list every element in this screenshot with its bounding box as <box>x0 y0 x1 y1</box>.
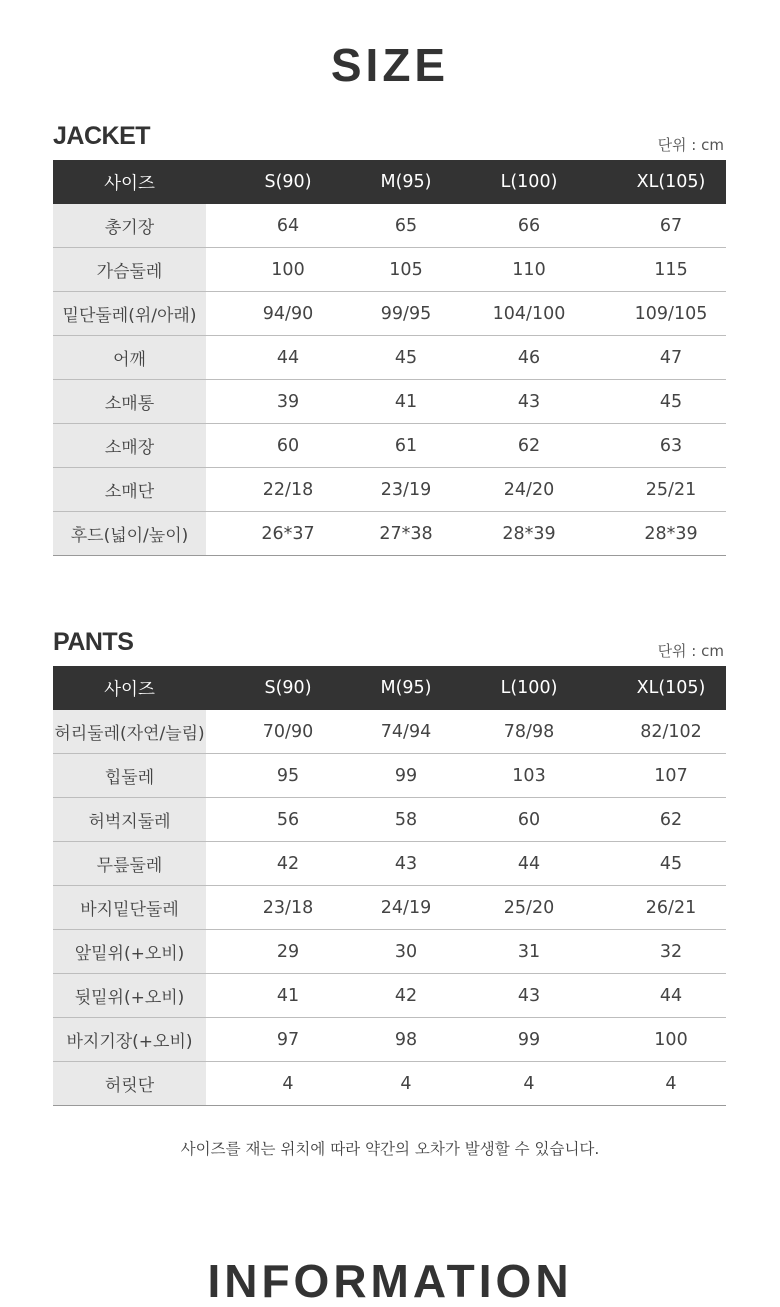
cell-value: 70/90 <box>206 710 370 754</box>
cell-value: 61 <box>370 424 442 468</box>
cell-value: 4 <box>206 1062 370 1106</box>
table-row <box>53 512 726 556</box>
cell-value: 107 <box>616 754 726 798</box>
cell-value: 66 <box>442 204 616 248</box>
cell-value: 100 <box>616 1018 726 1062</box>
cell-value: 27*38 <box>370 512 442 556</box>
cell-value: 64 <box>206 204 370 248</box>
cell-value: 115 <box>616 248 726 292</box>
table-row <box>53 754 726 798</box>
row-label: 힙둘레 <box>53 754 206 798</box>
cell-value: 99/95 <box>370 292 442 336</box>
cell-value: 25/20 <box>442 886 616 930</box>
measurement-note: 사이즈를 재는 위치에 따라 약간의 오차가 발생할 수 있습니다. <box>180 1140 600 1158</box>
row-label: 바지기장(+오비) <box>53 1018 206 1062</box>
cell-value: 47 <box>616 336 726 380</box>
cell-value: 4 <box>370 1062 442 1106</box>
table-row <box>53 1018 726 1062</box>
pants-size-table <box>53 666 726 1106</box>
cell-value: 28*39 <box>616 512 726 556</box>
cell-value: 43 <box>370 842 442 886</box>
cell-value: 42 <box>370 974 442 1018</box>
header-size-label: 사이즈 <box>53 666 206 710</box>
cell-value: 103 <box>442 754 616 798</box>
table-row <box>53 1062 726 1106</box>
header-size-l: L(100) <box>442 160 616 204</box>
jacket-size-table <box>53 160 726 556</box>
row-label: 무릎둘레 <box>53 842 206 886</box>
pants-section-title: PANTS <box>53 628 134 656</box>
row-label: 바지밑단둘레 <box>53 886 206 930</box>
cell-value: 65 <box>370 204 442 248</box>
cell-value: 110 <box>442 248 616 292</box>
page-title: SIZE <box>330 39 450 91</box>
cell-value: 4 <box>616 1062 726 1106</box>
cell-value: 45 <box>616 380 726 424</box>
cell-value: 95 <box>206 754 370 798</box>
pants-size-section <box>53 626 726 1106</box>
row-label: 가슴둘레 <box>53 248 206 292</box>
cell-value: 26/21 <box>616 886 726 930</box>
row-label: 허릿단 <box>53 1062 206 1106</box>
header-size-m: M(95) <box>370 666 442 710</box>
row-label: 소매통 <box>53 380 206 424</box>
cell-value: 99 <box>370 754 442 798</box>
header-size-label: 사이즈 <box>53 160 206 204</box>
cell-value: 44 <box>206 336 370 380</box>
cell-value: 109/105 <box>616 292 726 336</box>
row-label: 어깨 <box>53 336 206 380</box>
header-size-m: M(95) <box>370 160 442 204</box>
jacket-unit-label: 단위 : cm <box>657 136 724 154</box>
cell-value: 41 <box>206 974 370 1018</box>
cell-value: 26*37 <box>206 512 370 556</box>
cell-value: 97 <box>206 1018 370 1062</box>
cell-value: 45 <box>616 842 726 886</box>
row-label: 소매장 <box>53 424 206 468</box>
cell-value: 32 <box>616 930 726 974</box>
table-row <box>53 710 726 754</box>
jacket-size-section <box>53 120 726 556</box>
table-header-row <box>53 666 726 710</box>
information-section-title: INFORMATION <box>207 1255 573 1307</box>
cell-value: 62 <box>442 424 616 468</box>
table-row <box>53 798 726 842</box>
row-label: 뒷밑위(+오비) <box>53 974 206 1018</box>
cell-value: 41 <box>370 380 442 424</box>
row-label: 소매단 <box>53 468 206 512</box>
cell-value: 4 <box>442 1062 616 1106</box>
cell-value: 67 <box>616 204 726 248</box>
cell-value: 39 <box>206 380 370 424</box>
row-label: 총기장 <box>53 204 206 248</box>
cell-value: 28*39 <box>442 512 616 556</box>
cell-value: 42 <box>206 842 370 886</box>
cell-value: 105 <box>370 248 442 292</box>
header-size-s: S(90) <box>206 666 370 710</box>
cell-value: 24/20 <box>442 468 616 512</box>
cell-value: 45 <box>370 336 442 380</box>
cell-value: 24/19 <box>370 886 442 930</box>
table-row <box>53 292 726 336</box>
row-label: 허리둘레(자연/늘림) <box>53 710 206 754</box>
cell-value: 31 <box>442 930 616 974</box>
header-size-xl: XL(105) <box>616 666 726 710</box>
header-size-xl: XL(105) <box>616 160 726 204</box>
cell-value: 58 <box>370 798 442 842</box>
cell-value: 44 <box>442 842 616 886</box>
header-size-s: S(90) <box>206 160 370 204</box>
cell-value: 46 <box>442 336 616 380</box>
cell-value: 43 <box>442 974 616 1018</box>
cell-value: 99 <box>442 1018 616 1062</box>
table-row <box>53 336 726 380</box>
row-label: 후드(넓이/높이) <box>53 512 206 556</box>
row-label: 밑단둘레(위/아래) <box>53 292 206 336</box>
table-row <box>53 468 726 512</box>
cell-value: 62 <box>616 798 726 842</box>
cell-value: 43 <box>442 380 616 424</box>
row-label: 허벅지둘레 <box>53 798 206 842</box>
table-row <box>53 424 726 468</box>
cell-value: 94/90 <box>206 292 370 336</box>
row-label: 앞밑위(+오비) <box>53 930 206 974</box>
cell-value: 44 <box>616 974 726 1018</box>
table-row <box>53 930 726 974</box>
table-header-row <box>53 160 726 204</box>
pants-section-header <box>53 626 726 666</box>
cell-value: 63 <box>616 424 726 468</box>
cell-value: 82/102 <box>616 710 726 754</box>
cell-value: 60 <box>206 424 370 468</box>
cell-value: 78/98 <box>442 710 616 754</box>
header-size-l: L(100) <box>442 666 616 710</box>
cell-value: 104/100 <box>442 292 616 336</box>
cell-value: 100 <box>206 248 370 292</box>
jacket-section-header <box>53 120 726 160</box>
cell-value: 56 <box>206 798 370 842</box>
cell-value: 98 <box>370 1018 442 1062</box>
table-row <box>53 380 726 424</box>
cell-value: 74/94 <box>370 710 442 754</box>
table-row <box>53 248 726 292</box>
cell-value: 23/18 <box>206 886 370 930</box>
table-row <box>53 886 726 930</box>
cell-value: 25/21 <box>616 468 726 512</box>
table-row <box>53 974 726 1018</box>
cell-value: 60 <box>442 798 616 842</box>
jacket-section-title: JACKET <box>53 122 151 150</box>
table-row <box>53 842 726 886</box>
cell-value: 23/19 <box>370 468 442 512</box>
cell-value: 29 <box>206 930 370 974</box>
table-row <box>53 204 726 248</box>
cell-value: 30 <box>370 930 442 974</box>
cell-value: 22/18 <box>206 468 370 512</box>
pants-unit-label: 단위 : cm <box>657 642 724 660</box>
